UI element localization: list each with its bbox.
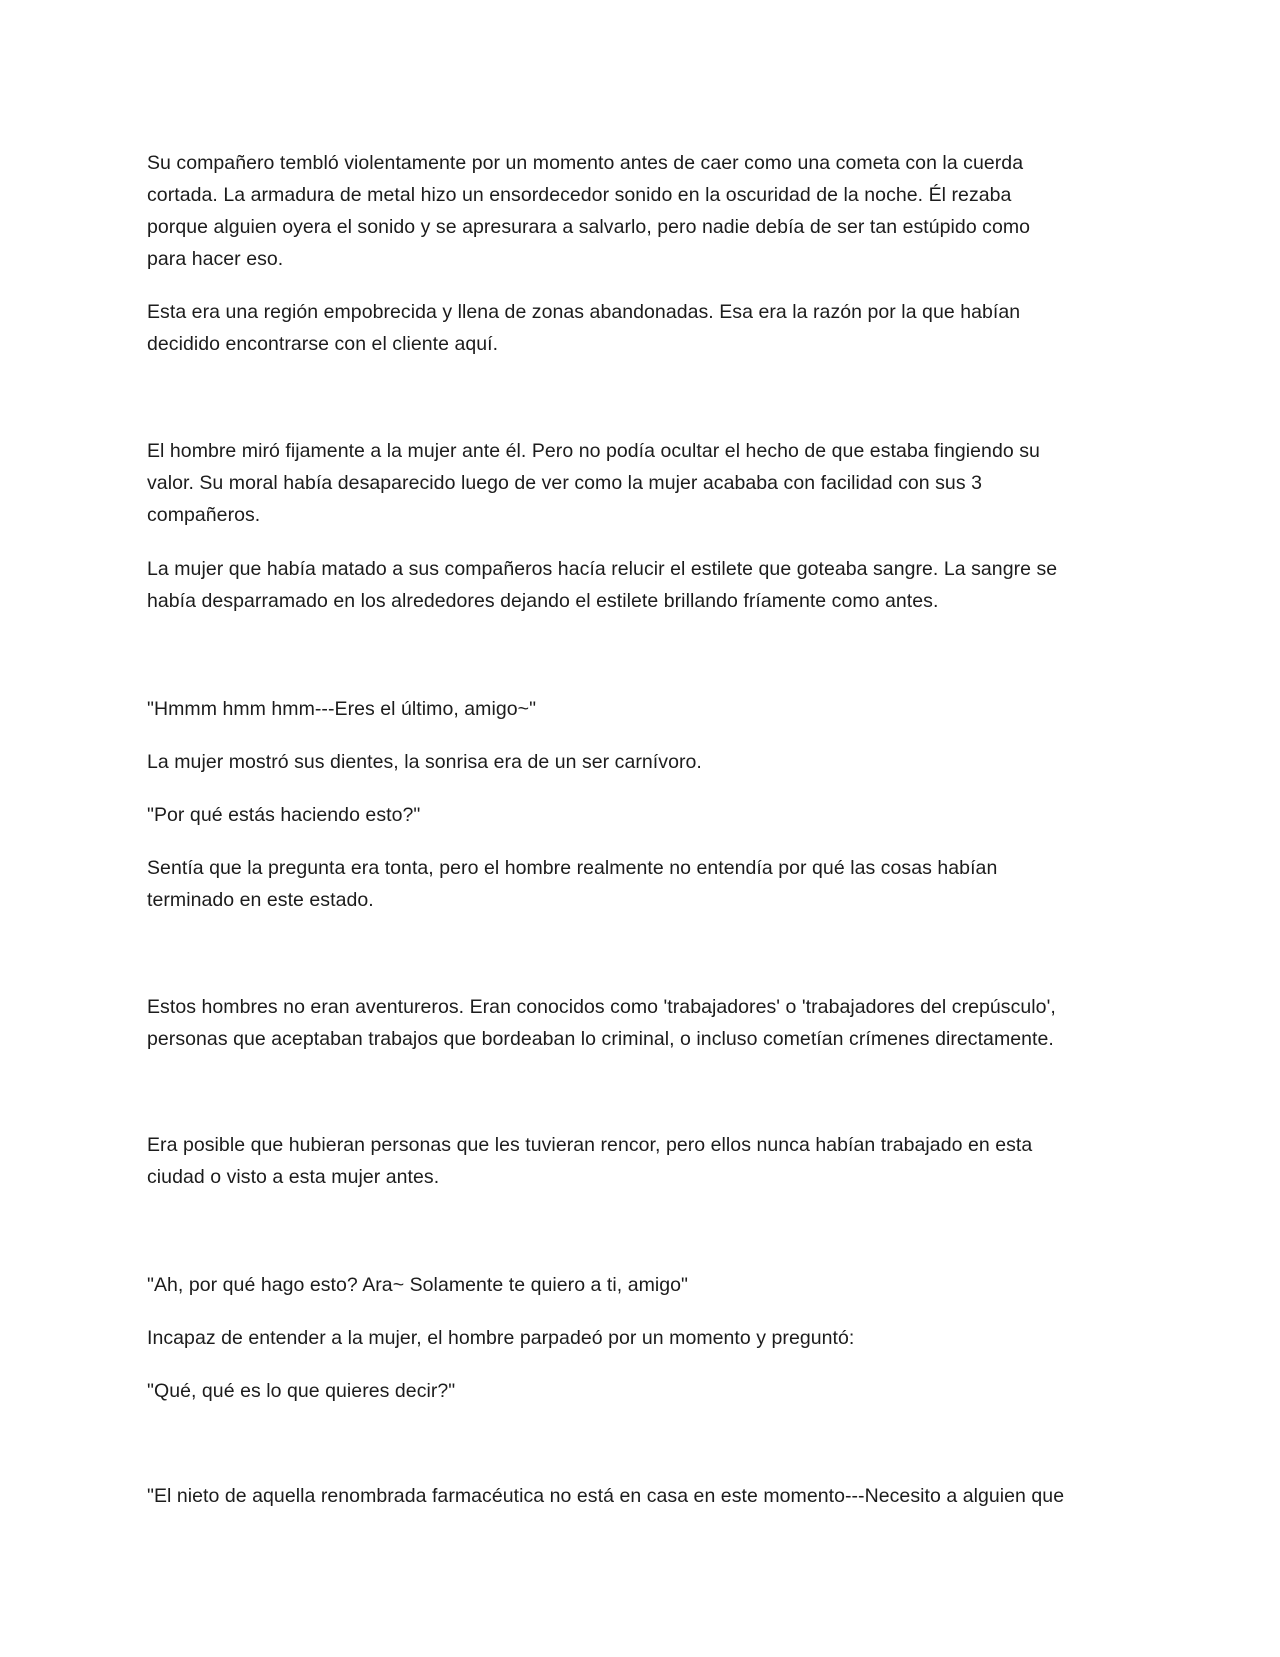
text-line: para hacer eso.: [147, 248, 284, 270]
text-line: cortada. La armadura de metal hizo un ensordecedor sonido en la oscuridad de la noche. Él rezaba: [147, 184, 1012, 206]
text-line: Incapaz de entender a la mujer, el hombre parpadeó por un momento y preguntó:: [147, 1327, 855, 1349]
text-line: personas que aceptaban trabajos que bordeaban lo criminal, o incluso cometían crímenes directamente.: [147, 1028, 1054, 1050]
paragraph-9: [147, 991, 1147, 1055]
text-line: Era posible que hubieran personas que les tuvieran rencor, pero ellos nunca habían trabajado en esta: [147, 1134, 1033, 1156]
paragraph-1: [147, 147, 1147, 275]
paragraph-5: [147, 693, 1147, 725]
text-line: Estos hombres no eran aventureros. Eran conocidos como 'trabajadores' o 'trabajadores del crepúsculo',: [147, 996, 1056, 1018]
text-line: porque alguien oyera el sonido y se apresurara a salvarlo, pero nadie debía de ser tan estúpido como: [147, 216, 1031, 238]
paragraph-14: [147, 1480, 1147, 1512]
text-line: "El nieto de aquella renombrada farmacéutica no está en casa en este momento---Necesito a alguien que: [147, 1485, 1065, 1507]
paragraph-2: [147, 296, 1147, 360]
text-line: ciudad o visto a esta mujer antes.: [147, 1166, 440, 1188]
paragraph-12: [147, 1322, 1147, 1354]
text-line: "Por qué estás haciendo esto?": [147, 804, 421, 826]
text-line: Sentía que la pregunta era tonta, pero el hombre realmente no entendía por qué las cosas habían: [147, 857, 998, 879]
text-line: Esta era una región empobrecida y llena de zonas abandonadas. Esa era la razón por la que habían: [147, 301, 1021, 323]
paragraph-8: [147, 852, 1147, 916]
text-line: La mujer mostró sus dientes, la sonrisa era de un ser carnívoro.: [147, 751, 702, 773]
text-line: Su compañero tembló violentamente por un momento antes de caer como una cometa con la cuerda: [147, 152, 1024, 174]
text-line: La mujer que había matado a sus compañeros hacía relucir el estilete que goteaba sangre. La sangre se: [147, 558, 1058, 580]
text-line: "Ah, por qué hago esto? Ara~ Solamente te quiero a ti, amigo": [147, 1274, 689, 1296]
text-line: decidido encontrarse con el cliente aquí.: [147, 333, 499, 355]
paragraph-11: [147, 1269, 1147, 1301]
paragraph-3: [147, 435, 1147, 531]
paragraph-10: [147, 1129, 1147, 1193]
text-line: "Qué, qué es lo que quieres decir?": [147, 1380, 456, 1402]
paragraph-6: [147, 746, 1147, 778]
text-line: El hombre miró fijamente a la mujer ante él. Pero no podía ocultar el hecho de que estaba fingiendo su: [147, 440, 1040, 462]
paragraph-7: [147, 799, 1147, 831]
text-line: había desparramado en los alrededores dejando el estilete brillando fríamente como antes.: [147, 590, 939, 612]
text-line: "Hmmm hmm hmm---Eres el último, amigo~": [147, 698, 537, 720]
paragraph-4: [147, 553, 1147, 617]
text-line: valor. Su moral había desaparecido luego de ver como la mujer acababa con facilidad con sus 3: [147, 472, 982, 494]
text-line: terminado en este estado.: [147, 889, 374, 911]
paragraph-13: [147, 1375, 1147, 1407]
text-line: compañeros.: [147, 504, 261, 526]
